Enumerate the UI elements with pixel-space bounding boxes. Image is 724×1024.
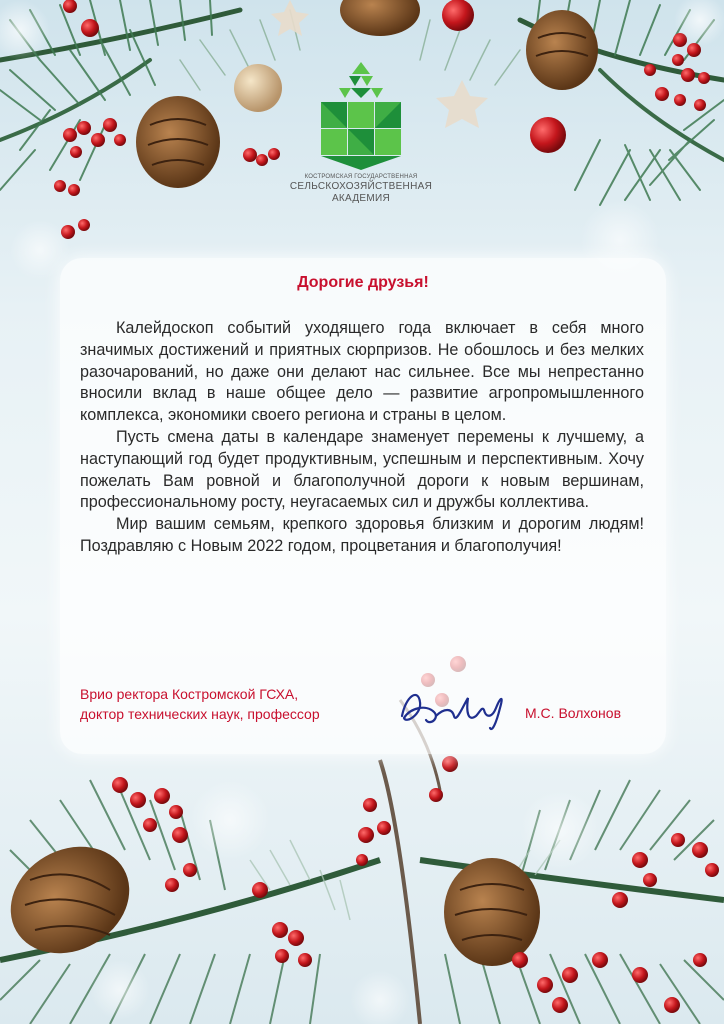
pine-cone-top-left bbox=[136, 96, 220, 188]
star-ornament bbox=[271, 0, 309, 36]
signatory-position: Врио ректора Костромской ГСХА, bbox=[80, 686, 299, 702]
pine-cone-bottom-left bbox=[0, 826, 149, 975]
star-ornament bbox=[436, 80, 488, 128]
red-ornament bbox=[442, 0, 474, 31]
red-ornament bbox=[530, 117, 566, 153]
academy-logo bbox=[286, 62, 436, 204]
pine-cone-top-right bbox=[526, 10, 598, 90]
handwritten-signature bbox=[396, 678, 516, 738]
signatory-title bbox=[80, 684, 320, 724]
letter-body bbox=[80, 318, 644, 558]
logo-caption-line1: КОСТРОМСКАЯ ГОСУДАРСТВЕННАЯ bbox=[304, 174, 418, 180]
letter-paragraph: Калейдоскоп событий уходящего года включает в себя много значимых достижений и приятных сюрпризов. Не обошлось и без мелких разочарований, но даже они делают нас сильнее. Все мы непрестанно вносили вклад в наше общее дело — развитие агропромышленного комплекса, экономики своего региона и страны в целом. bbox=[80, 319, 644, 425]
logo-caption-line3: АКАДЕМИЯ bbox=[331, 193, 391, 204]
pine-cone-bottom-right bbox=[444, 858, 540, 966]
letter-paragraph: Пусть смена даты в календаре знаменует перемены к лучшему, а наступающий год будет продуктивным, успешным и перспективным. Хочу пожелать Вам ровной и благополучной дороги к новым вершинам, профессиональному росту, неугасаемых сил и дружбы коллектива. bbox=[80, 427, 644, 512]
signatory-name: М.С. Волхонов bbox=[525, 705, 622, 721]
academy-emblem-icon bbox=[319, 62, 403, 170]
letter-paragraph: Мир вашим семьям, крепкого здоровья близким и дорогим людям! Поздравляю с Новым 2022 годом, процветания и благополучия! bbox=[80, 515, 644, 555]
logo-caption-line2: СЕЛЬСКОХОЗЯЙСТВЕННАЯ bbox=[289, 181, 433, 192]
gold-ornament bbox=[234, 64, 282, 112]
letter-greeting: Дорогие друзья! bbox=[297, 274, 429, 291]
signatory-degree: доктор технических наук, профессор bbox=[80, 706, 320, 722]
pine-cone-top-center bbox=[340, 0, 420, 36]
